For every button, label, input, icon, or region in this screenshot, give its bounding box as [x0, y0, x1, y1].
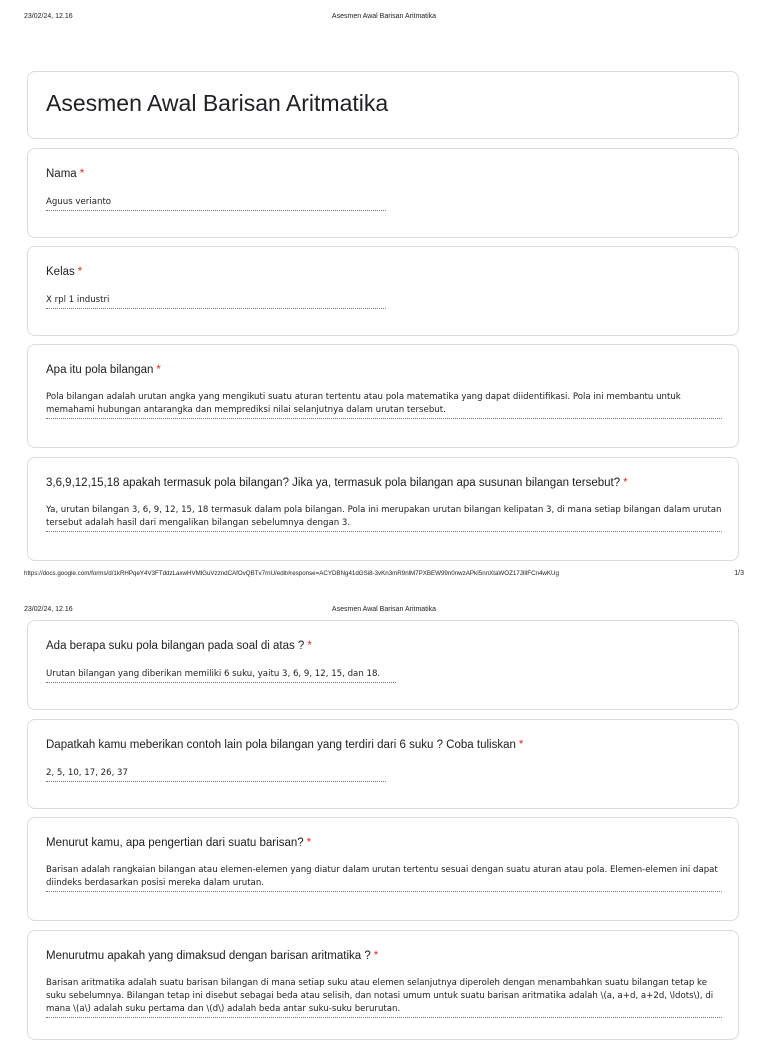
answer-pola-bilangan[interactable]: Pola bilangan adalah urutan angka yang mengikuti suatu aturan tertentu atau pola matematika yang dapat diidentifikasi. Pola ini membantu untuk memahami hubungan antarangka dan memprediksi nilai selanjutnya dalam urutan tersebut. — [46, 391, 722, 419]
print-header — [0, 13, 768, 25]
question-card-kelas — [27, 246, 739, 336]
question-label: Dapatkah kamu meberikan contoh lain pola bilangan yang terdiri dari 6 suku ? Coba tuliskan * — [46, 739, 524, 751]
print-header-page-2 — [0, 606, 768, 618]
question-card-nama — [27, 148, 739, 238]
answer-jumlah-suku[interactable]: Urutan bilangan yang diberikan memiliki 6 suku, yaitu 3, 6, 9, 12, 15, dan 18. — [46, 668, 396, 683]
print-title: Asesmen Awal Barisan Aritmatika — [331, 606, 437, 613]
question-card-jumlah-suku — [27, 620, 739, 710]
question-card-pola-bilangan — [27, 344, 739, 448]
question-card-termasuk-pola — [27, 457, 739, 561]
question-label: Kelas * — [46, 266, 83, 278]
print-footer — [0, 570, 768, 582]
question-card-contoh-pola — [27, 719, 739, 809]
question-label: 3,6,9,12,15,18 apakah termasuk pola bilangan? Jika ya, termasuk pola bilangan apa susunan bilangan tersebut? * — [46, 477, 628, 489]
answer-nama[interactable]: Aguus verianto — [46, 196, 386, 211]
question-label: Apa itu pola bilangan * — [46, 364, 161, 376]
print-url: https://docs.google.com/forms/d/1kRHPqeY4V3FTddzLaxwHVMlGuVzzndCAfOvQBTv7rnU/edit#response=ACYDBNg41dGSi8-3vKn3mR9nlM7PXBEW99n0nwzAPkI5nnXtaWOZ17JlIlFCn4wKUg — [24, 570, 559, 577]
print-title: Asesmen Awal Barisan Aritmatika — [331, 13, 437, 20]
required-asterisk: * — [623, 477, 628, 489]
required-asterisk: * — [306, 837, 312, 849]
answer-pengertian-barisan[interactable]: Barisan adalah rangkaian bilangan atau elemen-elemen yang diatur dalam urutan tertentu sesuai dengan suatu aturan atau pola. Elemen-elemen ini dapat diindeks berdasarkan posisi mereka dalam urutan. — [46, 864, 722, 892]
question-label: Menurut kamu, apa pengertian dari suatu barisan? * — [46, 837, 312, 849]
answer-contoh-pola[interactable]: 2, 5, 10, 17, 26, 37 — [46, 767, 386, 782]
print-date: 23/02/24, 12.16 — [24, 606, 73, 613]
form-title-card — [27, 71, 739, 139]
question-label: Menurutmu apakah yang dimaksud dengan barisan aritmatika ? * — [46, 950, 379, 962]
required-asterisk: * — [307, 640, 312, 652]
required-asterisk: * — [373, 950, 379, 962]
answer-barisan-aritmatika[interactable]: Barisan aritmatika adalah suatu barisan bilangan di mana setiap suku atau elemen selanjutnya diperoleh dengan menambahkan suatu bilangan tetap ke suku sebelumnya. Bilangan tetap ini disebut sebagai beda atau selisih, dan notasi umum untuk suatu barisan aritmatika adalah \(a, a+d, a+2d, \ldots\), di mana \(a\) adalah suku pertama dan \(d\) adalah beda antar suku-suku berurutan. — [46, 977, 722, 1018]
question-card-pengertian-barisan — [27, 817, 739, 921]
required-asterisk: * — [77, 266, 83, 278]
answer-termasuk-pola[interactable]: Ya, urutan bilangan 3, 6, 9, 12, 15, 18 termasuk dalam pola bilangan. Pola ini merupakan urutan bilangan kelipatan 3, di mana setiap bilangan dalam urutan tersebut adalah hasil dari mengalikan bilangan sebelumnya dengan 3. — [46, 504, 722, 532]
required-asterisk: * — [79, 168, 85, 180]
answer-kelas[interactable]: X rpl 1 industri — [46, 294, 386, 309]
print-date: 23/02/24, 12.16 — [24, 13, 73, 20]
question-label: Ada berapa suku pola bilangan pada soal di atas ? * — [46, 640, 312, 652]
required-asterisk: * — [156, 364, 161, 376]
form-title: Asesmen Awal Barisan Aritmatika — [46, 90, 389, 116]
question-label: Nama * — [46, 168, 85, 180]
print-page-number: 1/3 — [734, 570, 744, 577]
required-asterisk: * — [518, 739, 524, 751]
